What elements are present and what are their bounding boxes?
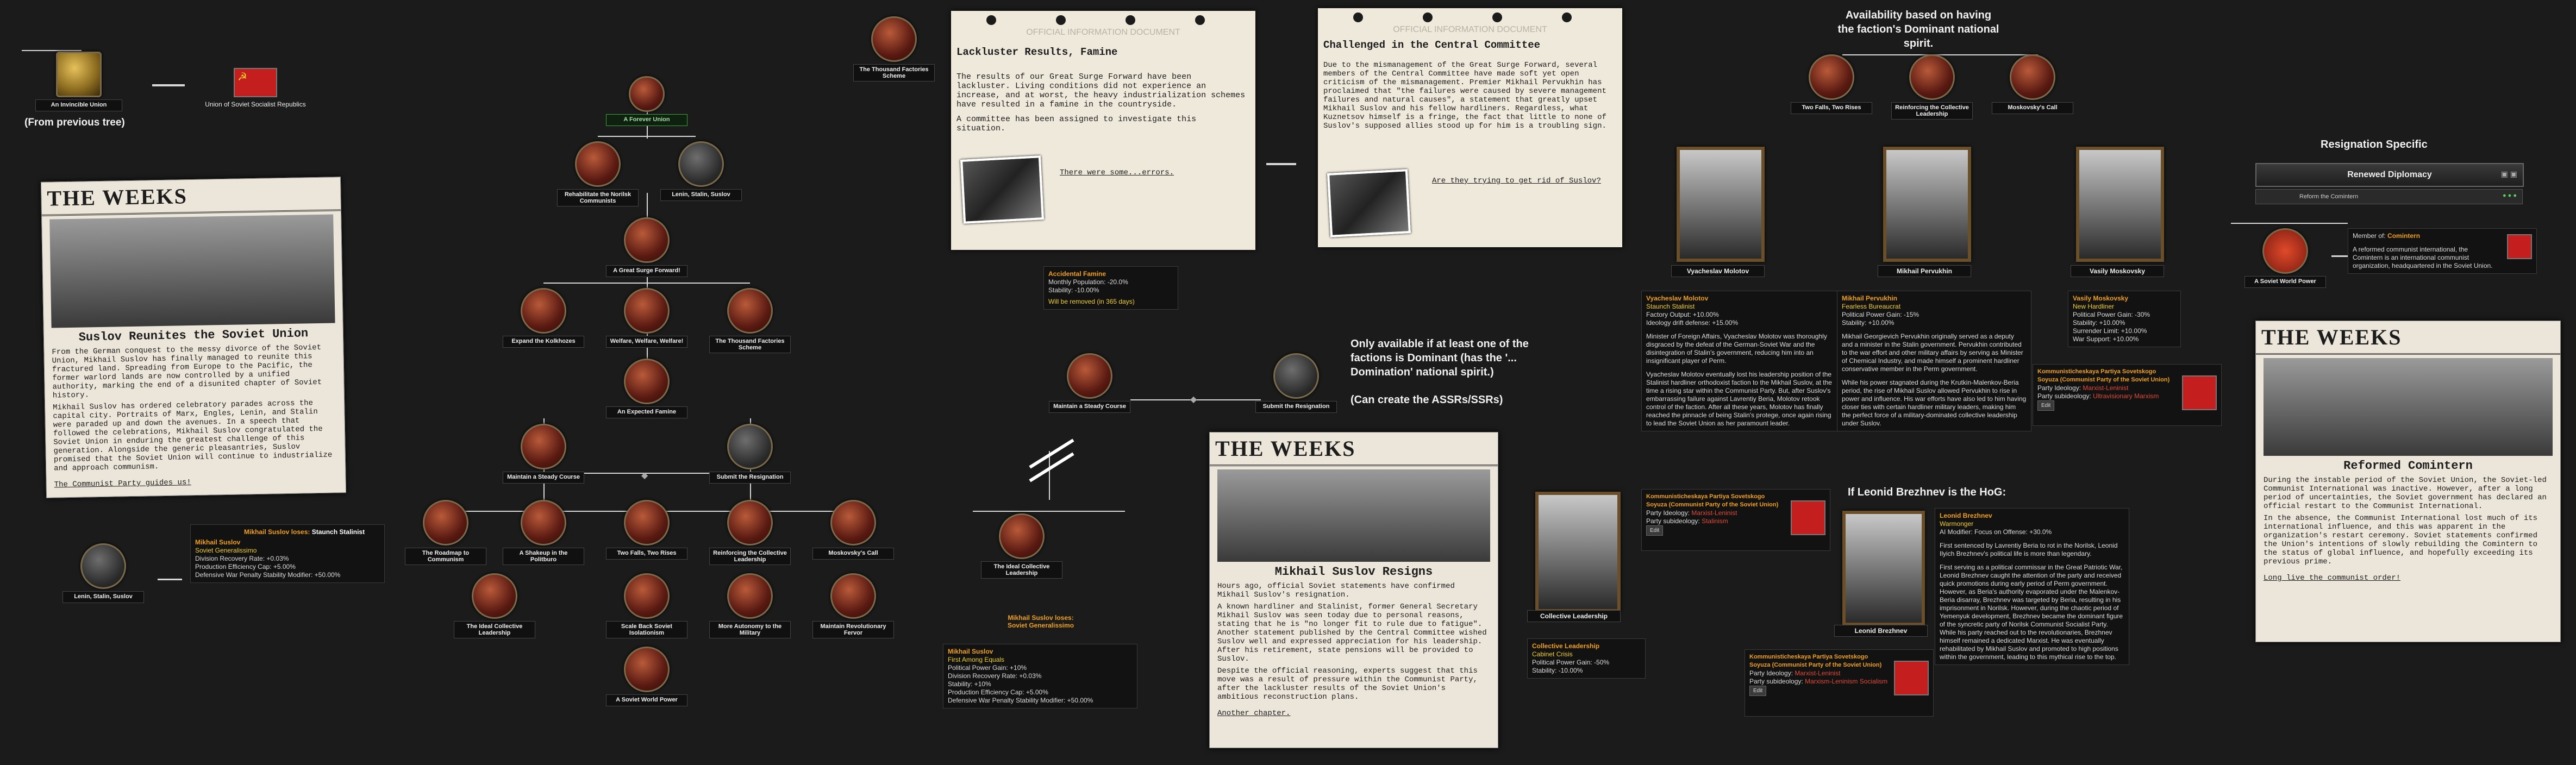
pervukhin-portrait <box>1883 147 1971 262</box>
focus-label: The Roadmap to Communism <box>405 548 486 565</box>
prev-top-line <box>22 50 82 51</box>
tree-line <box>543 283 750 284</box>
military-icon <box>727 573 773 619</box>
newspaper-title: Mikhail Suslov Resigns <box>1274 565 1433 579</box>
tree-line <box>647 193 648 217</box>
focus-reinforcing-right[interactable] <box>1891 54 1973 120</box>
newspaper-body-1: During the instable period of the Soviet Union, the Soviet-led Communist International was inactive. However, after a long period of uncertainties, the Soviet government has declared an official restart to the Communist International. <box>2264 476 2547 511</box>
focus-expected-famine[interactable] <box>606 359 687 418</box>
kolkhozes-icon <box>521 288 566 334</box>
party-flag-icon <box>2182 375 2217 410</box>
molotov-tooltip: Vyacheslav Molotov Staunch Stalinist Factory Output: +10.00% Ideology drift defense: +15.00% Minister of Foreign Affairs, Vyacheslav Molotov was thoroughly disgraced by the defeat of the German-Soviet War and the disintegration of Stalin's government, reducing him into an insignificant player of Perm. Vyacheslav Molotov eventually lost his leadership position of the Stalinist hardliner orthodoxist faction to the Mikhail Suslov, at the time a rising star within the Communist Party. But, after Suslov's embarrassing failure against Lavrentiy Beria, Molotov retook control of the faction. After all these years, Molotov has finally reached the pinnacle of being Stalin's protege, once again rising to lead the Soviet Union as her paramount leader. <box>1641 291 1841 431</box>
reform-comintern-label: Reform the Comintern <box>2299 193 2359 200</box>
focus-two-falls-right[interactable] <box>1791 54 1872 114</box>
document-header: OFFICIAL INFORMATION DOCUMENT <box>1026 28 1180 37</box>
invincible-union-icon <box>56 52 102 97</box>
bar-icons: ● ● ● <box>2502 192 2517 199</box>
two-falls-icon <box>624 500 670 545</box>
focus-moskovsky-call[interactable] <box>812 500 894 560</box>
focus-label: Moskovsky's Call <box>812 548 894 560</box>
brezhnev-name-label: Leonid Brezhnev <box>1834 625 1928 637</box>
party-edit-button[interactable]: Edit <box>1749 686 1766 696</box>
focus-scale-back-isolationism[interactable] <box>606 573 687 638</box>
dash-left <box>158 579 182 580</box>
focus-label: Maintain a Steady Course <box>1049 401 1130 413</box>
mutual-exclusive-icon: ◆ <box>641 471 648 480</box>
moskovsky-icon <box>830 500 876 545</box>
newspaper-photo <box>49 214 335 328</box>
focus-label: The Thousand Factories Scheme <box>853 64 935 81</box>
focus-label: Expand the Kolkhozes <box>503 336 584 348</box>
punch-holes <box>1318 8 1622 25</box>
newspaper-body-1: Hours ago, official Soviet statements have confirmed Mikhail Suslov's resignation. <box>1217 582 1455 599</box>
party-box-brezhnev: Kommunisticheskaya Partiya Sovetskogo Soyuza (Communist Party of the Soviet Union) Party Ideology: Marxist-Leninist Party subideology: Marxism-Leninism Socialism Edit <box>1745 649 1934 717</box>
resignation-icon <box>1273 353 1319 399</box>
punch-holes <box>951 11 1255 28</box>
dominance-note: Only available if at least one of the factions is Dominant (has the '... Domination' national spirit.) <box>1350 338 1529 378</box>
focus-label: Submit the Resignation <box>1255 401 1337 413</box>
focus-label: A Forever Union <box>606 114 687 126</box>
focus-label: Lenin, Stalin, Suslov <box>62 591 144 603</box>
document-title: Lackluster Results, Famine <box>956 46 1118 58</box>
focus-soviet-world-power-right[interactable] <box>2244 228 2326 288</box>
focus-submit-resignation[interactable] <box>709 424 791 484</box>
pervukhin-tooltip: Mikhail Pervukhin Fearless Bureaucrat Political Power Gain: -15% Stability: +10.00% Mikhail Georgievich Pervukhin originally served as a deputy and a minister in the Stalin government. Pervukhin contributed to the war effort and other military affairs by serving as Minister of Chemical Industry, and made himself a prominent hardliner conservative member in the Perm government. While his power stagnated during the Krutkin-Malenkov-Beria period, the rise of Mikhail Suslov allowed Pervukhin to rise in power and influence. His war efforts have also led to him having closer ties with certain hardliner military leaders, making him the perfect force of a military-dominated collective leadership under Suslov. <box>1837 291 2031 431</box>
focus-label: A Shakeup in the Politburo <box>503 548 584 565</box>
focus-welfare[interactable] <box>606 288 687 348</box>
reinforce-icon <box>1909 54 1955 100</box>
focus-label: Welfare, Welfare, Welfare! <box>606 336 687 348</box>
moskovsky-tooltip: Vasily Moskovsky New Hardliner Political Power Gain: -30% Stability: +10.00% Surrender Limit: +10.00% War Support: +10.00% <box>2068 291 2181 347</box>
document-body-1: The results of our Great Surge Forward have been lackluster. Living conditions did not experience an increase, and at worst, the heavy industrialization schemes have resulted in a famine in the countryside. <box>956 72 1246 109</box>
newspaper-body-2: In the absence, the Communist International lost much of its international influence, and this was apparent in the organization's restart ceremony. Soviet statements confirmed the Union's intentions of slowly rebuilding the Comintern to the status of global influence, and hopefully exceeding its previous prime. <box>2264 514 2538 566</box>
newspaper-photo <box>2264 358 2553 456</box>
reform-comintern-bar[interactable] <box>2255 189 2523 204</box>
molotov-name-label: Vyacheslav Molotov <box>1671 265 1765 277</box>
ussr-flag-block <box>201 68 310 108</box>
newspaper-signoff: The Communist Party guides us! <box>54 478 191 490</box>
famine-icon <box>624 359 670 404</box>
newspaper-masthead: THE WEEKS <box>41 177 341 216</box>
suslov-tooltip-left: Mikhail Suslov loses: Staunch Stalinist Mikhail Suslov Soviet Generalissimo Division Recovery Rate: +0.03% Production Efficiency Cap: +5.00% Defensive War Penalty Stability Modifier: +50.00% <box>190 524 385 583</box>
lenin-stalin-suslov-icon <box>80 543 126 589</box>
focus-label: Two Falls, Two Rises <box>606 548 687 560</box>
document-challenged-committee <box>1318 8 1622 247</box>
shakeup-icon <box>521 500 566 545</box>
focus-roadmap-communism[interactable] <box>405 500 486 565</box>
party-edit-button[interactable]: Edit <box>2037 400 2054 411</box>
party-flag-icon <box>1894 661 1929 695</box>
moskovsky-name-label: Vasily Moskovsky <box>2071 265 2164 277</box>
ussr-flag-icon: ☭ <box>234 68 277 97</box>
roadmap-icon <box>423 500 468 545</box>
focus-moskovsky-right[interactable] <box>1992 54 2073 114</box>
focus-label: The Ideal Collective Leadership <box>454 621 535 638</box>
world-power-icon <box>624 647 670 692</box>
newspaper-suslov-resigns <box>1209 432 1498 748</box>
focus-label: Rehabilitate the Norilsk Communists <box>557 189 639 206</box>
two-falls-icon <box>1809 54 1854 100</box>
focus-label: A Soviet World Power <box>606 694 687 706</box>
availability-note: Availability based on having the faction's Dominant national spirit. <box>1837 9 1999 49</box>
dash-between-docs <box>1266 163 1296 165</box>
focus-ideal-collective-mid[interactable] <box>981 513 1062 579</box>
focus-label: An Invincible Union <box>35 99 122 111</box>
mutual-exclusive-icon: ◆ <box>1190 395 1197 404</box>
focus-lenin-stalin-suslov-small[interactable] <box>62 543 144 603</box>
party-box-ultravisionary: Kommunisticheskaya Partiya Sovetskogo Soyuza (Communist Party of the Soviet Union) Party Ideology: Marxist-Leninist Party subideology: Ultravisionary Marxism Edit <box>2033 364 2222 426</box>
welfare-icon <box>624 288 670 334</box>
party-edit-button[interactable]: Edit <box>1646 525 1663 536</box>
factories-icon <box>871 16 917 62</box>
party-flag-icon <box>1791 500 1825 535</box>
reinforce-icon <box>727 500 773 545</box>
rehabilitate-icon <box>575 141 621 187</box>
focus-an-invincible-union[interactable] <box>35 52 122 111</box>
moskovsky-icon <box>2010 54 2055 100</box>
focus-label: Lenin, Stalin, Suslov <box>660 189 742 201</box>
document-body-1: Due to the mismanagement of the Great Surge Forward, several members of the Central Committee have made soft yet open criticism of the mismanagement. Premier Mikhail Pervukhin has proclaimed that "the failures were caused by severe management failures and natural causes", a statement that greatly upset Mikhail Suslov and his fellow hardliners. Regardless, what Kuznetsov himself is a fringe, the fact that little to none of Suslov's supposed allies stood up for him is a troubling sign. <box>1323 61 1606 130</box>
brezhnev-portrait <box>1842 511 1925 626</box>
newspaper-signoff: Another chapter. <box>1217 709 1291 718</box>
focus-a-forever-union[interactable] <box>606 76 687 126</box>
moskovsky-portrait <box>2076 147 2164 262</box>
resign-dash <box>2231 223 2348 224</box>
focus-label: Moskovsky's Call <box>1992 102 2073 114</box>
focus-label: Submit the Resignation <box>709 472 791 484</box>
newspaper-signoff: Long live the communist order! <box>2264 574 2401 582</box>
collective-leadership-portrait <box>1535 492 1621 612</box>
document-title: Challenged in the Central Committee <box>1323 39 1541 51</box>
molotov-portrait <box>1677 147 1765 262</box>
focus-thousand-factories-top[interactable] <box>853 16 935 81</box>
renewed-diplomacy-label: Renewed Diplomacy <box>2347 170 2432 179</box>
focus-maintain-steady-course[interactable] <box>503 424 584 484</box>
focus-steady-course-mid[interactable] <box>1049 353 1130 413</box>
comintern-member-tooltip: Member of: Comintern A reformed communist international, the Comintern is an international communist organization, headquartered in the Soviet Union. <box>2348 228 2537 274</box>
blocked-line <box>973 511 1125 512</box>
document-photo <box>960 155 1044 224</box>
newspaper-title: Suslov Reunites the Soviet Union <box>78 327 309 344</box>
focus-label: Two Falls, Two Rises <box>1791 102 1872 114</box>
factories-icon <box>727 288 773 334</box>
newspaper-suslov-reunites <box>41 177 346 498</box>
document-photo <box>1327 169 1411 237</box>
focus-resignation-mid[interactable] <box>1255 353 1337 413</box>
newspaper-body-3: Despite the official reasoning, experts suggest that this move was a result of pressure within the Communist Party, after the lackluster results of the Soviet Union's ambitious reconstruction plans. <box>1217 667 1478 701</box>
star-icon <box>624 217 670 263</box>
focus-label: Scale Back Soviet Isolationism <box>606 621 687 638</box>
scale-back-icon <box>624 573 670 619</box>
resignation-icon <box>727 424 773 469</box>
newspaper-title: Reformed Comintern <box>2343 459 2473 473</box>
famine-tooltip: Accidental Famine Monthly Population: -20.0% Stability: -10.00% Will be removed (in 365 days) <box>1043 266 1178 310</box>
collective-leadership-tooltip: Collective Leadership Cabinet Crisis Political Power Gain: -50% Stability: -10.00% <box>1527 638 1646 679</box>
world-power-icon <box>2262 228 2308 274</box>
party-box-stalinism: Kommunisticheskaya Partiya Sovetskogo Soyuza (Communist Party of the Soviet Union) Party Ideology: Marxist-Leninist Party subideology: Stalinism Edit <box>1641 489 1830 551</box>
collective-leadership-label: Collective Leadership <box>1527 610 1621 622</box>
comintern-flag-icon <box>2507 234 2532 259</box>
focus-reinforcing-collective[interactable] <box>709 500 791 565</box>
focus-shakeup-politburo[interactable] <box>503 500 584 565</box>
pervukhin-name-label: Mikhail Pervukhin <box>1878 265 1971 277</box>
focus-autonomy-military[interactable] <box>709 573 791 638</box>
focus-label: A Great Surge Forward! <box>606 265 687 277</box>
focus-label: More Autonomy to the Military <box>709 621 791 638</box>
newspaper-masthead: THE WEEKS <box>2256 321 2560 355</box>
resignation-specific-title: Resignation Specific <box>2321 139 2428 151</box>
newspaper-body-2: Mikhail Suslov has ordered celebratory parades across the capital city. Portraits of Marx, Engles, Lenin, and Stalin were paraded up and down the avenues. In a speech that followed the celebrations, Mikhail Suslov congratulated the Soviet Union in enduring the greatest challenge of this generation. Alongside the generic pleasantries, Suslov promised that the Soviet Union will continue to industrialize and approach communism. <box>53 399 333 473</box>
focus-revolutionary-fervor[interactable] <box>812 573 894 638</box>
brezhnev-hog-note: If Leonid Brezhnev is the HoG: <box>1848 486 2006 498</box>
focus-label: The Thousand Factories Scheme <box>709 336 791 353</box>
newspaper-body-1: From the German conquest to the messy divorce of the Soviet Union, Mikhail Suslov has finally managed to reunite this fractured land. Spreading from Europe to the Pacific, the former warlord lands are now controlled by a unified authority, marking the end of a disunited chapter of Soviet history. <box>52 343 322 400</box>
focus-label: A Soviet World Power <box>2244 276 2326 288</box>
brezhnev-tooltip: Leonid Brezhnev Warmonger AI Modifier: Focus on Offense: +30.0% First sentenced by Lavrentiy Beria to rot in the Norilsk, Leonid Ilyich Brezhnev's political life is more than legendary. First serving as a political commissar in the Great Patriotic War, Leonid Brezhnev caught the attention of the party and received quick promotions during early period of Perm government. However, as Beria's authority evaporated under the Malenkov-Beria disarray, Brezhnev was targeted by Beria, resulting in his imprisonment in Norilsk. However, during the chaotic period of Yemenyuk development, Brezhnev became the dominant figure of the syncretic party of Norilsk Communist Socialist Party. While his party reached out to the revolutionaries, Brezhnev himself remained a dedicated Marxist. He was eventually rehabilitated by Mikhail Suslov and promoted to high positions within the government, leading to this mythical rise to the top. <box>1935 508 2129 665</box>
document-header: OFFICIAL INFORMATION DOCUMENT <box>1393 25 1547 34</box>
connector-dash <box>152 84 185 86</box>
focus-label: The Ideal Collective Leadership <box>981 561 1062 579</box>
tree-line <box>598 136 696 137</box>
document-body-2: A committee has been assigned to investigate this situation. <box>956 115 1197 133</box>
focus-lenin-stalin-suslov[interactable] <box>660 141 742 201</box>
newspaper-masthead: THE WEEKS <box>1210 432 1498 466</box>
focus-thousand-factories[interactable] <box>709 288 791 353</box>
from-previous-tree-note: (From previous tree) <box>24 117 125 128</box>
suslov-loses-note: Mikhail Suslov loses: Soviet Generalissimo <box>1007 614 1074 629</box>
focus-ideal-collective[interactable] <box>454 573 535 638</box>
focus-soviet-world-power[interactable] <box>606 647 687 706</box>
suslov-tooltip-mid: Mikhail Suslov First Among Equals Political Power Gain: +10% Division Recovery Rate: +0.03% Stability: +10% Production Efficiency Cap: +5.00% Defensive War Penalty Stability Modifier: +50.00% <box>943 644 1137 708</box>
focus-label: Maintain a Steady Course <box>503 472 584 484</box>
blocked-slash-icon <box>1022 429 1081 489</box>
newspaper-body-2: A known hardliner and Stalinist, former General Secretary Mikhail Suslov was seen today due to personal reasons, stating that he is "no longer fit to rule due to fatigue". Another statement published by the Central Committee wished Suslov well and expressed appreciation for his leadership. After his retirement, state pensions will be provided to Suslov. <box>1217 603 1487 663</box>
focus-rehabilitate-norilsk[interactable] <box>557 141 639 206</box>
newspaper-photo <box>1217 469 1490 562</box>
focus-label: Maintain Revolutionary Fervor <box>812 621 894 638</box>
focus-great-surge-forward[interactable] <box>606 217 687 277</box>
renewed-diplomacy-bar[interactable] <box>2255 163 2524 187</box>
steady-course-icon <box>521 424 566 469</box>
lenin-stalin-suslov-icon <box>678 141 724 187</box>
forever-union-icon <box>629 76 665 112</box>
bar-icons: ▣ ▣ <box>2500 170 2517 178</box>
document-lackluster-results <box>951 11 1255 250</box>
assr-note: (Can create the ASSRs/SSRs) <box>1350 394 1503 406</box>
focus-label: Reinforcing the Collective Leadership <box>709 548 791 565</box>
focus-expand-kolkhozes[interactable] <box>503 288 584 348</box>
document-signoff: There were some...errors. <box>1060 168 1174 177</box>
newspaper-reformed-comintern <box>2255 321 2561 642</box>
focus-two-falls[interactable] <box>606 500 687 560</box>
ussr-label: Union of Soviet Socialist Republics <box>205 101 306 108</box>
ideal-collective-icon <box>999 513 1045 559</box>
steady-course-icon <box>1067 353 1112 399</box>
focus-label: An Expected Famine <box>606 406 687 418</box>
ideal-collective-icon <box>472 573 517 619</box>
document-signoff: Are they trying to get rid of Suslov? <box>1432 177 1601 185</box>
focus-label: Reinforcing the Collective Leadership <box>1891 102 1973 120</box>
fervor-icon <box>830 573 876 619</box>
